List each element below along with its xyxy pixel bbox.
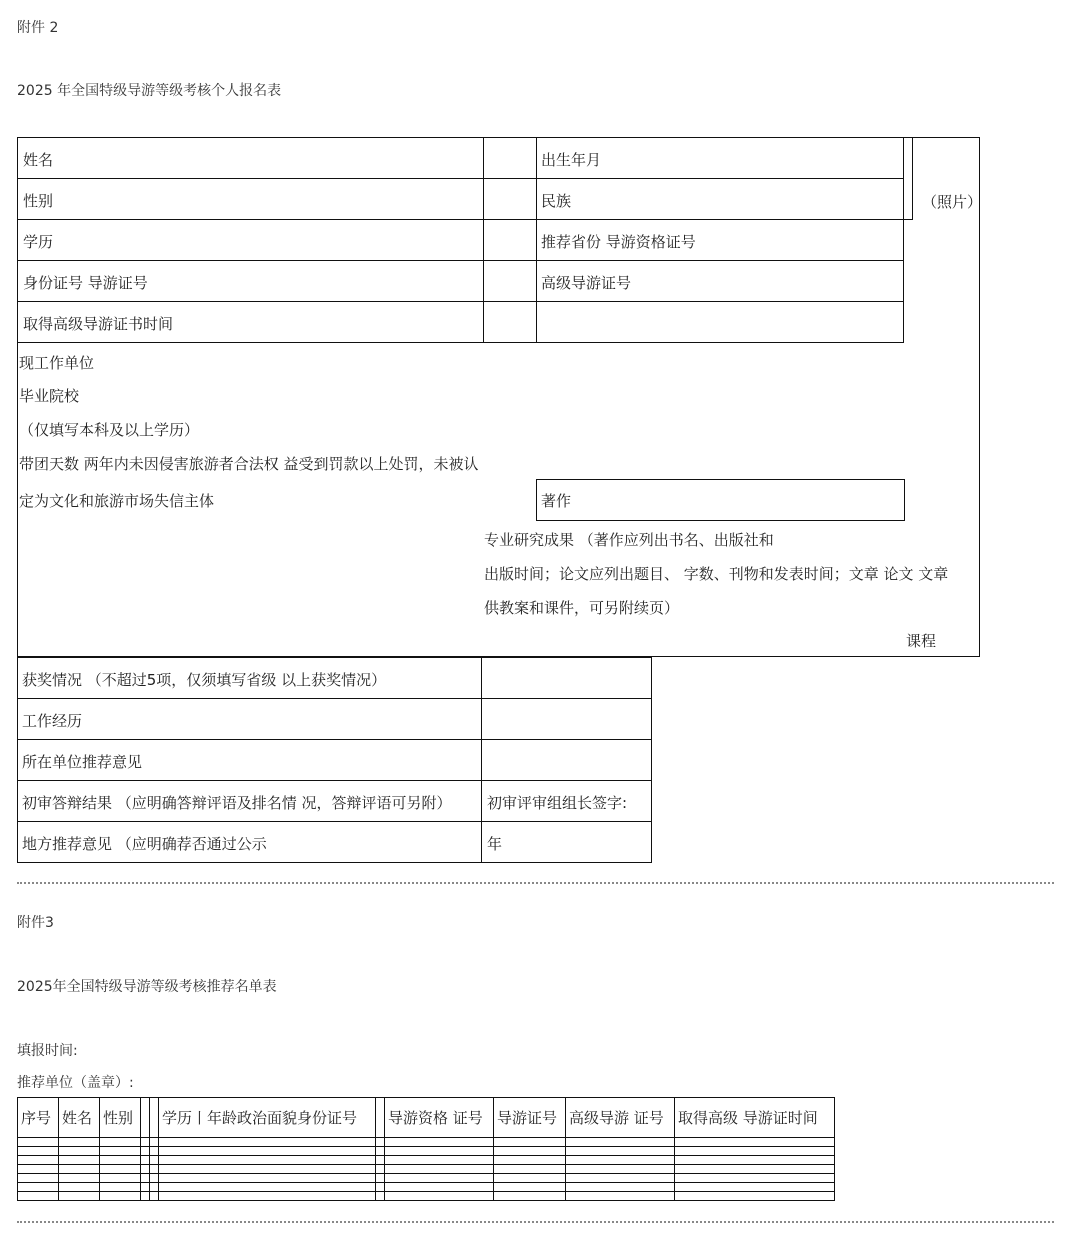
section-divider <box>17 1221 1054 1223</box>
id-guide-number-label: 身份证号 导游证号 <box>23 274 148 292</box>
section-divider <box>17 882 1054 884</box>
province-cert-label: 推荐省份 导游资格证号 <box>541 233 696 251</box>
col-header: 导游证号 <box>494 1098 566 1138</box>
credit-status-label: 定为文化和旅游市场失信主体 <box>19 492 215 510</box>
annex2-label: 附件 2 <box>17 20 59 36</box>
tour-days-label: 带团天数 两年内未因侵害旅游者合法权 益受到罚款以上处罚，未被认 <box>19 455 479 473</box>
research-results-label: 专业研究成果 （著作应列出书名、出版社和 <box>484 531 774 549</box>
senior-cert-time-label: 取得高级导游证书时间 <box>23 315 174 333</box>
defense-result-label: 初审答辩结果 （应明确答辩评语及排名情 况，答辩评语可另附） <box>22 794 452 812</box>
annex2-title: 2025 年全国特级导游等级考核个人报名表 <box>17 83 282 99</box>
col-header: 性别 <box>100 1098 141 1138</box>
school-label: 毕业院校 <box>19 387 80 405</box>
table-row <box>18 1165 835 1174</box>
col-header: 学历丨年龄政治面貌身份证号 <box>159 1098 376 1138</box>
unit-opinion-label: 所在单位推荐意见 <box>22 753 143 771</box>
name-label: 姓名 <box>23 151 54 169</box>
table-row <box>18 1156 835 1165</box>
workplace-label: 现工作单位 <box>19 354 95 372</box>
works-box <box>536 479 905 521</box>
research-results-note: 出版时间；论文应列出题目、 字数、刊物和发表时间；文章 论文 文章 <box>484 565 949 583</box>
awards-label: 获奖情况 （不超过5项，仅须填写省级 以上获奖情况） <box>22 671 387 689</box>
annex3-label: 附件3 <box>17 915 54 931</box>
work-history-label: 工作经历 <box>22 712 83 730</box>
education-label: 学历 <box>23 233 54 251</box>
school-note: （仅填写本科及以上学历） <box>19 421 200 439</box>
table-row <box>18 1174 835 1183</box>
works-label: 著作 <box>541 492 572 510</box>
photo-placeholder: （照片） <box>922 193 983 211</box>
review-sign-label: 初审评审组组长签字: <box>487 794 628 812</box>
ethnicity-label: 民族 <box>541 192 572 210</box>
research-results-note-2: 供教案和课件，可另附续页） <box>484 599 680 617</box>
table-row <box>18 1138 835 1147</box>
birth-label: 出生年月 <box>541 151 602 169</box>
gender-label: 性别 <box>23 192 54 210</box>
table-header-row <box>18 1098 835 1138</box>
col-header <box>141 1098 150 1138</box>
table-row <box>18 1183 835 1192</box>
recommend-unit-label: 推荐单位（盖章）: <box>17 1075 134 1091</box>
col-header: 高级导游 证号 <box>566 1098 675 1138</box>
fill-time-label: 填报时间: <box>17 1043 78 1059</box>
annex3-title: 2025年全国特级导游等级考核推荐名单表 <box>17 979 277 995</box>
col-header: 序号 <box>18 1098 59 1138</box>
col-header: 姓名 <box>59 1098 100 1138</box>
table-row <box>18 1192 835 1201</box>
year-label: 年 <box>487 835 503 853</box>
local-opinion-label: 地方推荐意见 （应明确荐否通过公示 <box>22 835 267 853</box>
col-header: 导游资格 证号 <box>385 1098 494 1138</box>
recommendation-list-table <box>17 1097 835 1201</box>
col-header <box>150 1098 159 1138</box>
col-header <box>376 1098 385 1138</box>
table-row <box>18 1147 835 1156</box>
senior-guide-number-label: 高级导游证号 <box>541 274 632 292</box>
course-label: 课程 <box>906 632 937 650</box>
col-header: 取得高级 导游证时间 <box>675 1098 835 1138</box>
